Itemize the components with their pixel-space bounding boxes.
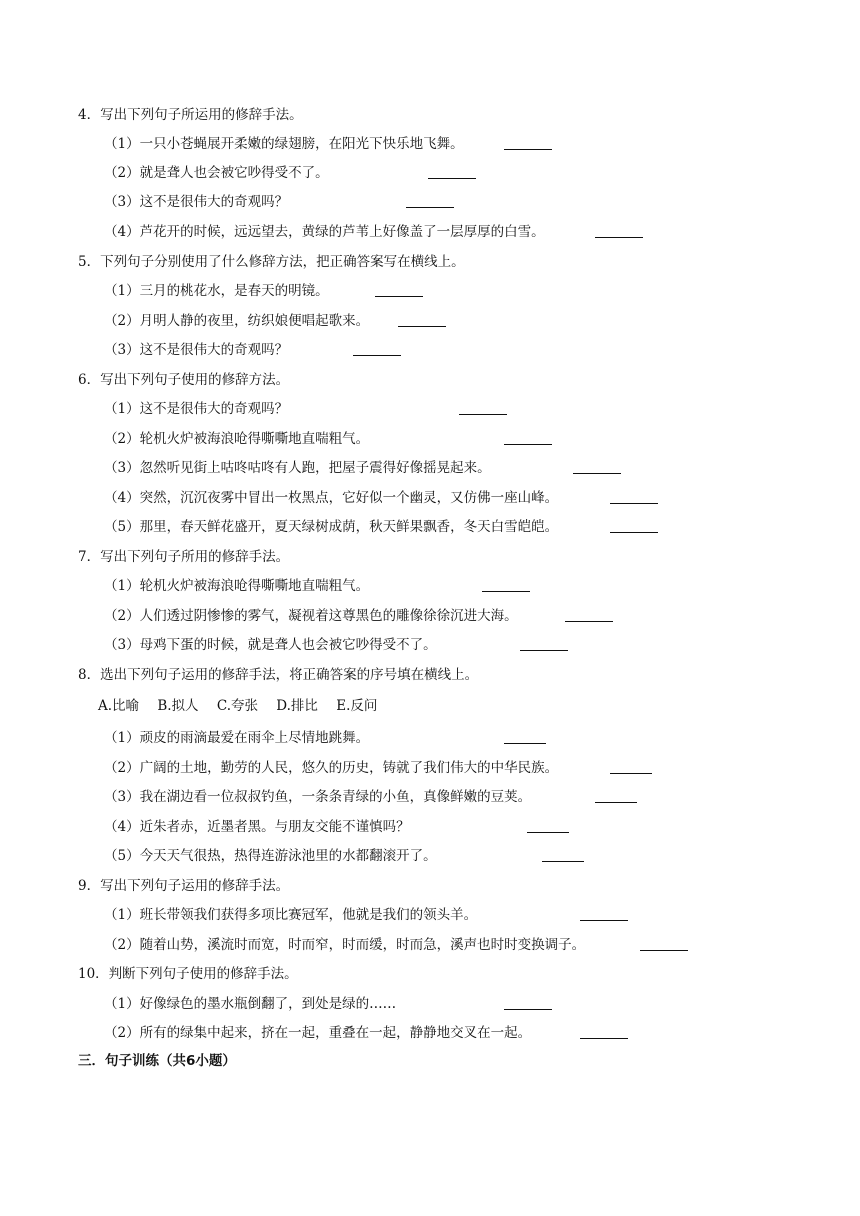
question-8-item-1: （1）顽皮的雨滴最爱在雨伞上尽情地跳舞。 bbox=[104, 730, 370, 746]
answer-blank[interactable] bbox=[573, 472, 621, 474]
answer-blank[interactable] bbox=[375, 295, 423, 297]
answer-blank[interactable] bbox=[504, 148, 552, 150]
question-5-item-1: （1）三月的桃花水，是春天的明镜。 bbox=[104, 283, 329, 299]
question-6-title: 6．写出下列句子使用的修辞方法。 bbox=[78, 372, 290, 388]
answer-blank[interactable] bbox=[565, 620, 613, 622]
answer-blank[interactable] bbox=[610, 772, 652, 774]
answer-blank[interactable] bbox=[640, 949, 688, 951]
question-9-title: 9．写出下列句子运用的修辞手法。 bbox=[78, 878, 290, 894]
question-10-item-1: （1）好像绿色的墨水瓶倒翻了，到处是绿的…… bbox=[104, 996, 397, 1012]
question-6-item-4: （4）突然，沉沉夜雾中冒出一枚黑点，它好似一个幽灵，又仿佛一座山峰。 bbox=[104, 490, 559, 506]
answer-blank[interactable] bbox=[428, 177, 476, 179]
option-d: D.排比 bbox=[276, 698, 318, 714]
question-9-item-2: （2）随着山势，溪流时而宽，时而窄，时而缓，时而急，溪声也时时变换调子。 bbox=[104, 937, 586, 953]
question-6-item-5: （5）那里，春天鲜花盛开，夏天绿树成荫，秋天鲜果飘香，冬天白雪皑皑。 bbox=[104, 519, 559, 535]
answer-blank[interactable] bbox=[610, 502, 658, 504]
answer-blank[interactable] bbox=[542, 860, 584, 862]
option-b: B.拟人 bbox=[157, 698, 199, 714]
question-5-item-3: （3）这不是很伟大的奇观吗？ bbox=[104, 342, 289, 358]
answer-blank[interactable] bbox=[482, 590, 530, 592]
question-8-item-4: （4）近朱者赤，近墨者黑。与朋友交能不谨慎吗？ bbox=[104, 819, 410, 835]
answer-blank[interactable] bbox=[504, 742, 546, 744]
section-heading: 三．句子训练（共6小题） bbox=[78, 1053, 236, 1069]
question-4-item-1: （1）一只小苍蝇展开柔嫩的绿翅膀，在阳光下快乐地飞舞。 bbox=[104, 136, 464, 152]
answer-blank[interactable] bbox=[580, 919, 628, 921]
answer-blank[interactable] bbox=[527, 831, 569, 833]
answer-blank[interactable] bbox=[610, 531, 658, 533]
question-8-options bbox=[98, 697, 391, 715]
answer-blank[interactable] bbox=[398, 325, 446, 327]
answer-blank[interactable] bbox=[504, 443, 552, 445]
option-e: E.反问 bbox=[336, 698, 378, 714]
question-7-item-2: （2）人们透过阴惨惨的雾气，凝视着这尊黑色的雕像徐徐沉进大海。 bbox=[104, 608, 518, 624]
question-6-item-3: （3）忽然听见街上咕咚咕咚有人跑，把屋子震得好像摇晃起来。 bbox=[104, 460, 491, 476]
answer-blank[interactable] bbox=[580, 1037, 628, 1039]
question-8-item-2: （2）广阔的土地，勤劳的人民，悠久的历史，铸就了我们伟大的中华民族。 bbox=[104, 760, 559, 776]
question-7-item-1: （1）轮机火炉被海浪呛得嘶嘶地直喘粗气。 bbox=[104, 578, 370, 594]
question-4-item-4: （4）芦花开的时候，远远望去，黄绿的芦苇上好像盖了一层厚厚的白雪。 bbox=[104, 224, 545, 240]
question-4-title: 4．写出下列句子所运用的修辞手法。 bbox=[78, 107, 303, 123]
question-7-item-3: （3）母鸡下蛋的时候，就是聋人也会被它吵得受不了。 bbox=[104, 637, 437, 653]
question-6-item-1: （1）这不是很伟大的奇观吗？ bbox=[104, 401, 289, 417]
question-8-title: 8．选出下列句子运用的修辞手法，将正确答案的序号填在横线上。 bbox=[78, 667, 479, 683]
question-9-item-1: （1）班长带领我们获得多项比赛冠军，他就是我们的领头羊。 bbox=[104, 907, 478, 923]
option-a: A.比喻 bbox=[98, 698, 140, 714]
answer-blank[interactable] bbox=[595, 801, 637, 803]
question-5-item-2: （2）月明人静的夜里，纺织娘便唱起歌来。 bbox=[104, 313, 370, 329]
question-5-title: 5．下列句子分别使用了什么修辞方法，把正确答案写在横线上。 bbox=[78, 254, 465, 270]
question-8-item-5: （5）今天天气很热，热得连游泳池里的水都翻滚开了。 bbox=[104, 848, 437, 864]
question-4-item-3: （3）这不是很伟大的奇观吗？ bbox=[104, 194, 289, 210]
question-8-item-3: （3）我在湖边看一位叔叔钓鱼，一条条青绿的小鱼，真像鲜嫩的豆荚。 bbox=[104, 789, 532, 805]
question-4-item-2: （2）就是聋人也会被它吵得受不了。 bbox=[104, 165, 329, 181]
question-6-item-2: （2）轮机火炉被海浪呛得嘶嘶地直喘粗气。 bbox=[104, 431, 370, 447]
question-10-title: 10．判断下列句子使用的修辞手法。 bbox=[78, 966, 298, 982]
question-7-title: 7．写出下列句子所用的修辞手法。 bbox=[78, 549, 290, 565]
answer-blank[interactable] bbox=[353, 354, 401, 356]
answer-blank[interactable] bbox=[504, 1008, 552, 1010]
answer-blank[interactable] bbox=[520, 649, 568, 651]
question-10-item-2: （2）所有的绿集中起来，挤在一起，重叠在一起，静静地交叉在一起。 bbox=[104, 1025, 532, 1041]
option-c: C.夸张 bbox=[216, 698, 258, 714]
answer-blank[interactable] bbox=[595, 236, 643, 238]
answer-blank[interactable] bbox=[406, 206, 454, 208]
answer-blank[interactable] bbox=[459, 413, 507, 415]
